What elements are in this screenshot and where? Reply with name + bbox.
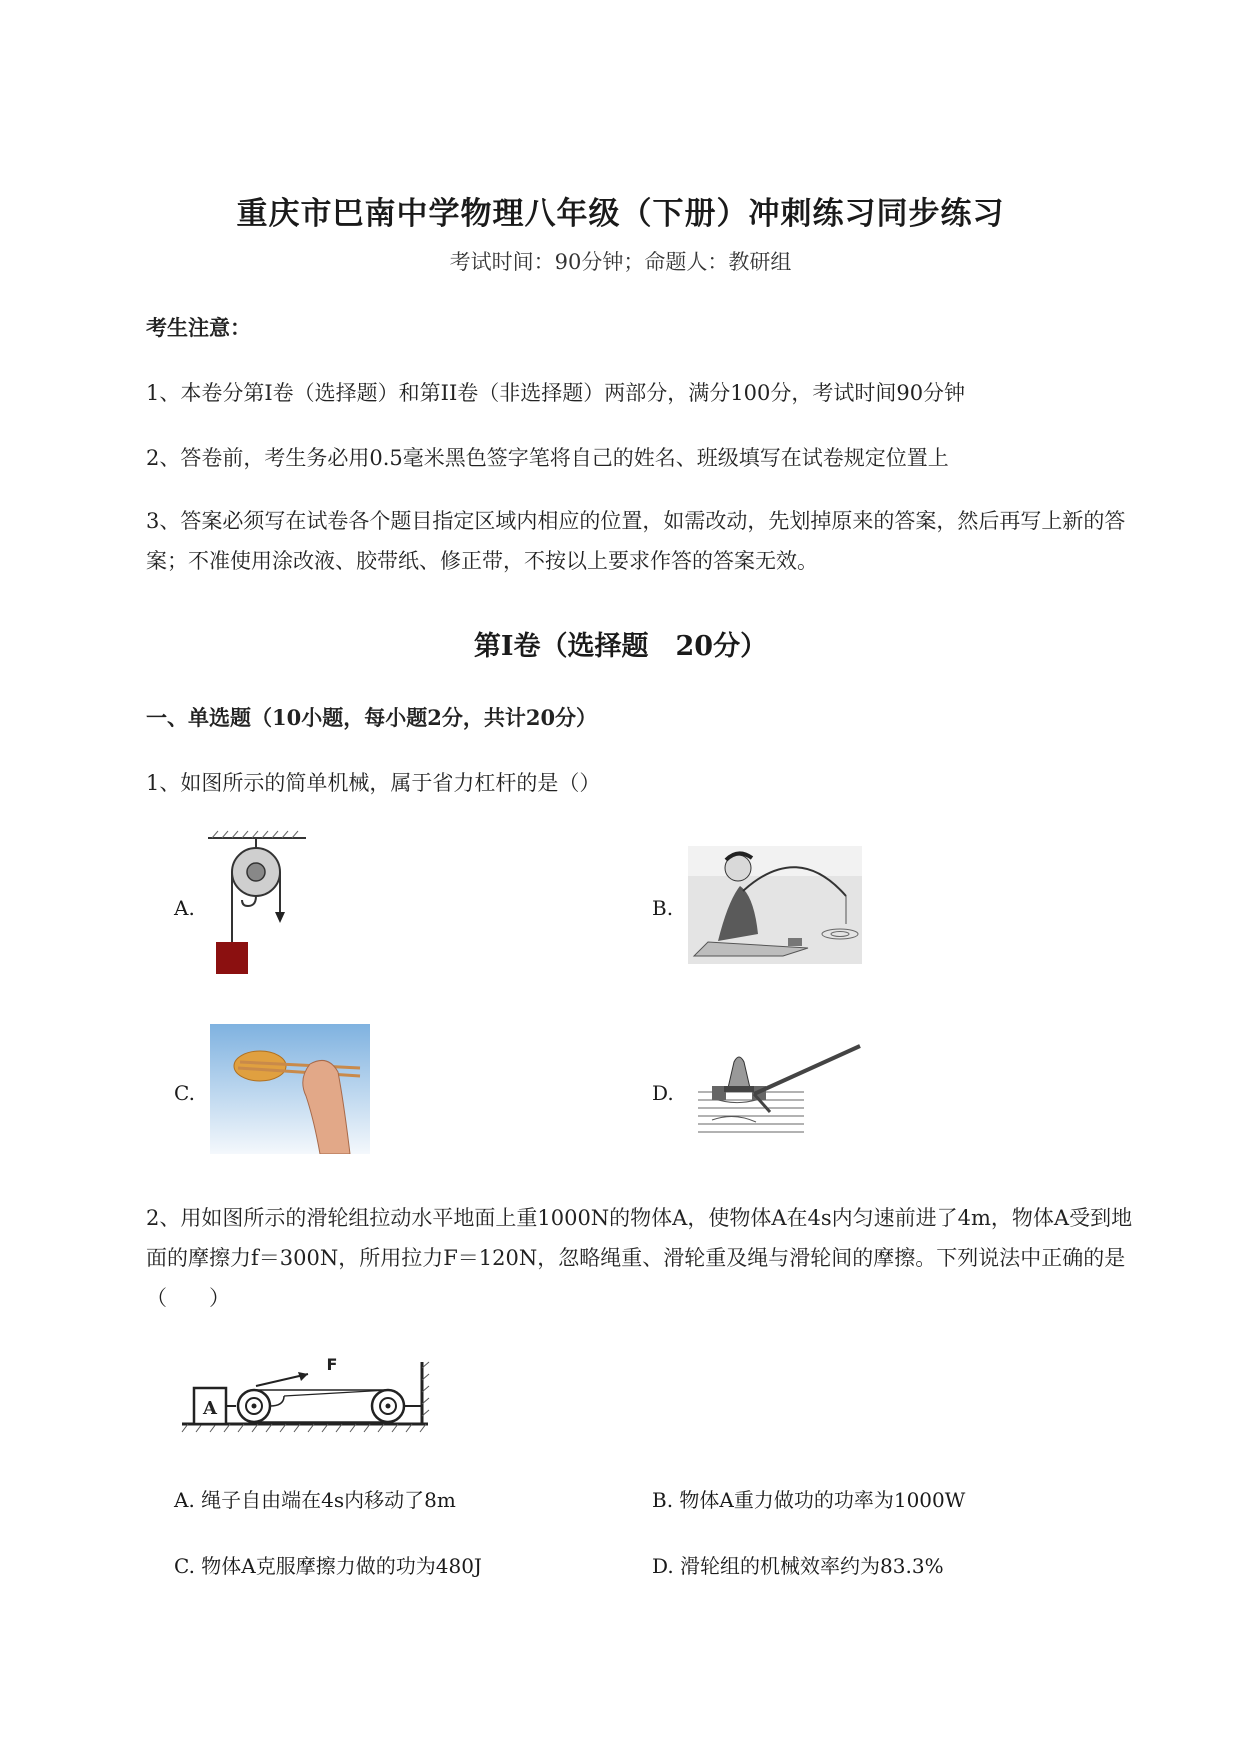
q2-option-d: D. 滑轮组的机械效率约为83.3%: [652, 1554, 944, 1578]
section-title: 第I卷（选择题 20分）: [473, 631, 768, 662]
notice-item-3: 3、答案必须写在试卷各个题目指定区域内相应的位置，如需改动，先划掉原来的答案，然后再写上新的答案；不准使用涂改液、胶带纸、修正带，不按以上要求作答的答案无效。: [146, 509, 1126, 573]
q1-figure-b-fishing-rod: [688, 846, 862, 964]
q1-figure-a-fixed-pulley: [206, 830, 312, 980]
q2-option-b: B. 物体A重力做功的功率为1000W: [652, 1488, 966, 1512]
notice-item-2: 2、答卷前，考生务必用0.5毫米黑色签字笔将自己的姓名、班级填写在试卷规定位置上: [146, 446, 949, 470]
question-2-stem: 2、用如图所示的滑轮组拉动水平地面上重1000N的物体A，使物体A在4s内匀速前进了4m，物体A受到地面的摩擦力f＝300N，所用拉力F＝120N，忽略绳重、滑轮重及绳与滑轮间的摩擦。下列说法中正确的是（ ）: [146, 1206, 1133, 1310]
part-heading: 一、单选题（10小题，每小题2分，共计20分）: [146, 705, 598, 730]
question-1-stem: 1、如图所示的简单机械，属于省力杠杆的是（）: [146, 771, 601, 795]
q1-option-c-label: C.: [174, 1081, 195, 1105]
notice-heading: 考生注意：: [146, 315, 251, 340]
q2-option-a: A. 绳子自由端在4s内移动了8m: [174, 1488, 456, 1512]
exam-info: 考试时间：90分钟；命题人：教研组: [449, 250, 792, 274]
force-label: F: [326, 1355, 338, 1374]
notice-item-1: 1、本卷分第I卷（选择题）和第II卷（非选择题）两部分，满分100分，考试时间90分钟: [146, 381, 966, 405]
q1-option-d-label: D.: [652, 1081, 674, 1105]
block-label: A: [203, 1398, 217, 1419]
q1-figure-d-crowbar: [694, 1042, 864, 1148]
q1-option-b-label: B.: [652, 896, 674, 920]
q2-option-c: C. 物体A克服摩擦力做的功为480J: [174, 1554, 482, 1578]
q2-figure-pulley-system: [180, 1352, 430, 1436]
page-title: 重庆市巴南中学物理八年级（下册）冲刺练习同步练习: [236, 196, 1005, 232]
q1-figure-c-chopsticks: [210, 1024, 370, 1154]
q1-option-a-label: A.: [174, 896, 195, 920]
